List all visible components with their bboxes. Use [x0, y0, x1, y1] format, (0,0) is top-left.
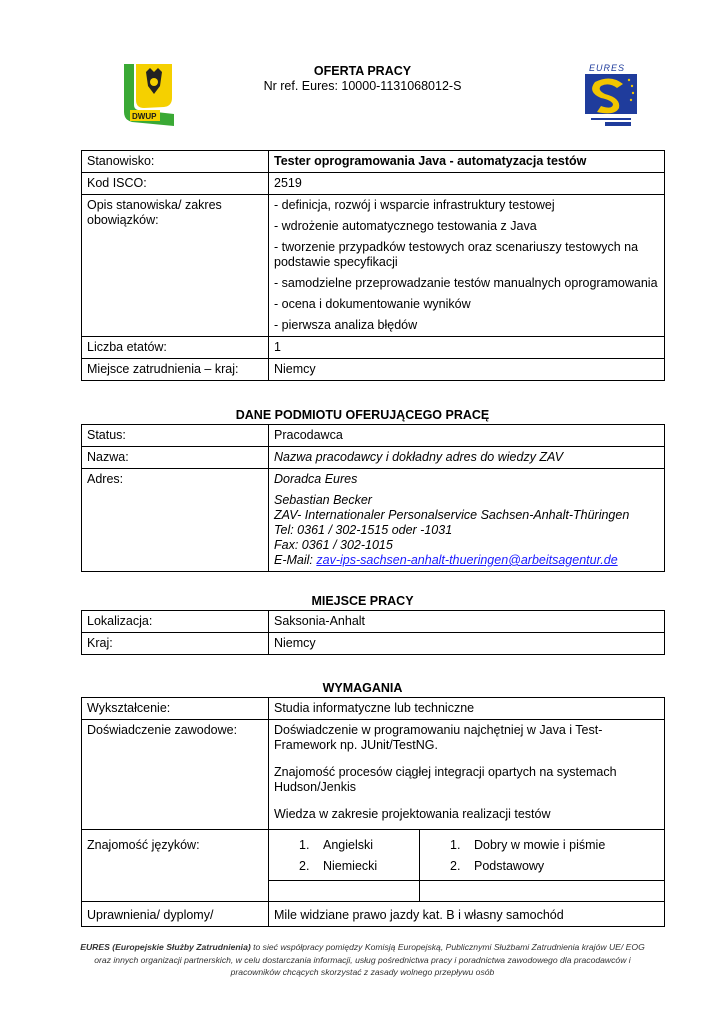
- email-line: [274, 553, 659, 568]
- place-value: Niemcy: [269, 359, 665, 381]
- experience-value: [269, 720, 665, 830]
- isco-value: 2519: [269, 173, 665, 195]
- table-row: [82, 425, 665, 447]
- address-line: Fax: 0361 / 302-1015: [274, 538, 393, 552]
- licenses-label: Uprawnienia/ dyplomy/: [82, 902, 269, 927]
- table-row: [82, 902, 665, 927]
- email-label: E-Mail:: [274, 553, 317, 567]
- table-row: [82, 830, 665, 902]
- footer-note: [60, 941, 665, 979]
- page-title: OFERTA PRACY: [313, 64, 412, 78]
- table-row: [82, 469, 665, 572]
- status-value: Pracodawca: [269, 425, 665, 447]
- education-label: Wykształcenie:: [82, 698, 269, 720]
- table-row: [82, 359, 665, 381]
- language-level: 2. Podstawowy: [450, 859, 545, 873]
- address-block: [269, 469, 665, 572]
- isco-label: Kod ISCO:: [82, 173, 269, 195]
- fte-label: Liczba etatów:: [82, 337, 269, 359]
- language-item: 1. Angielski: [299, 838, 374, 852]
- table-row: [82, 611, 665, 633]
- workplace-section-title: MIEJSCE PRACY: [311, 594, 414, 608]
- table-row: [82, 447, 665, 469]
- name-value: Nazwa pracodawcy i dokładny adres do wiedzy ZAV: [269, 447, 665, 469]
- duty-item: - wdrożenie automatycznego testowania z Java: [274, 219, 537, 233]
- experience-label: Doświadczenie zawodowe:: [82, 720, 269, 830]
- experience-paragraph: Wiedza w zakresie projektowania realizacji testów: [274, 807, 551, 821]
- education-value: Studia informatyczne lub techniczne: [269, 698, 665, 720]
- position-label: Stanowisko:: [82, 151, 269, 173]
- requirements-table: [81, 697, 665, 927]
- duties-list: [269, 195, 665, 337]
- status-label: Status:: [82, 425, 269, 447]
- languages-label: Znajomość języków:: [82, 830, 269, 902]
- employer-table: [81, 424, 665, 572]
- table-row: [82, 698, 665, 720]
- address-line: Doradca Eures: [274, 472, 358, 486]
- place-label: Miejsce zatrudnienia – kraj:: [82, 359, 269, 381]
- duty-item: - definicja, rozwój i wsparcie infrastruktury testowej: [274, 198, 555, 212]
- table-row: [82, 633, 665, 655]
- duty-item: - ocena i dokumentowanie wyników: [274, 297, 471, 311]
- duty-item: - pierwsza analiza błędów: [274, 318, 418, 332]
- table-row: [82, 195, 665, 337]
- offer-table: [81, 150, 665, 381]
- email-link[interactable]: zav-ips-sachsen-anhalt-thueringen@arbeitsagentur.de: [316, 553, 618, 567]
- language-level: 1. Dobry w mowie i piśmie: [450, 838, 606, 852]
- footer-bold: EURES (Europejskie Służby Zatrudnienia): [80, 942, 251, 952]
- workplace-table: [81, 610, 665, 655]
- location-value: Saksonia-Anhalt: [269, 611, 665, 633]
- experience-paragraph: Doświadczenie w programowaniu najchętniej w Java i Test-Framework np. JUnit/TestNG.: [274, 723, 603, 752]
- duty-item: - tworzenie przypadków testowych oraz scenariuszy testowych na podstawie specyfikacji: [274, 240, 639, 269]
- table-row: [82, 151, 665, 173]
- footer-text: to sieć współpracy pomiędzy Komisją Europejską, Publicznymi Służbami Zatrudnienia krajów UE/ EOG: [250, 942, 645, 952]
- country-value: Niemcy: [269, 633, 665, 655]
- languages-levels: [420, 830, 665, 902]
- experience-paragraph: Znajomość procesów ciągłej integracji opartych na systemach Hudson/Jenkis: [274, 765, 617, 794]
- reference-number: Nr ref. Eures: 10000-1131068012-S: [263, 79, 462, 93]
- duty-item: - samodzielne przeprowadzanie testów manualnych oprogramowania: [274, 276, 658, 290]
- employer-section-title: DANE PODMIOTU OFERUJĄCEGO PRACĘ: [235, 408, 490, 422]
- address-line: Sebastian Becker: [274, 493, 372, 507]
- fte-value: 1: [269, 337, 665, 359]
- address-line: ZAV- Internationaler Personalservice Sachsen-Anhalt-Thüringen: [274, 508, 630, 522]
- address-line: Tel: 0361 / 302-1515 oder -1031: [274, 523, 453, 537]
- eures-logo-text: EURES: [589, 63, 626, 73]
- language-item: 2. Niemiecki: [299, 859, 378, 873]
- position-value: Tester oprogramowania Java - automatyzacja testów: [269, 151, 665, 173]
- table-row: [82, 720, 665, 830]
- location-label: Lokalizacja:: [82, 611, 269, 633]
- licenses-value: Mile widziane prawo jazdy kat. B i własny samochód: [269, 902, 665, 927]
- duties-label: Opis stanowiska/ zakres obowiązków:: [82, 195, 269, 337]
- languages-names: [269, 830, 420, 902]
- country-label: Kraj:: [82, 633, 269, 655]
- table-row: [82, 337, 665, 359]
- dwup-logo-text: DWUP: [132, 112, 157, 121]
- name-label: Nazwa:: [82, 447, 269, 469]
- footer-text: pracowników chcących skorzystać z zasady wolnego przepływu osób: [230, 967, 495, 977]
- eures-logo: [581, 60, 641, 128]
- address-label: Adres:: [82, 469, 269, 572]
- footer-text: oraz innych organizacji partnerskich, w celu dostarczania informacji, usług pośrednictwa pracy i poradnictwa zawodowego dla pracodawców i: [94, 954, 631, 965]
- table-row: [82, 173, 665, 195]
- requirements-section-title: WYMAGANIA: [322, 681, 403, 695]
